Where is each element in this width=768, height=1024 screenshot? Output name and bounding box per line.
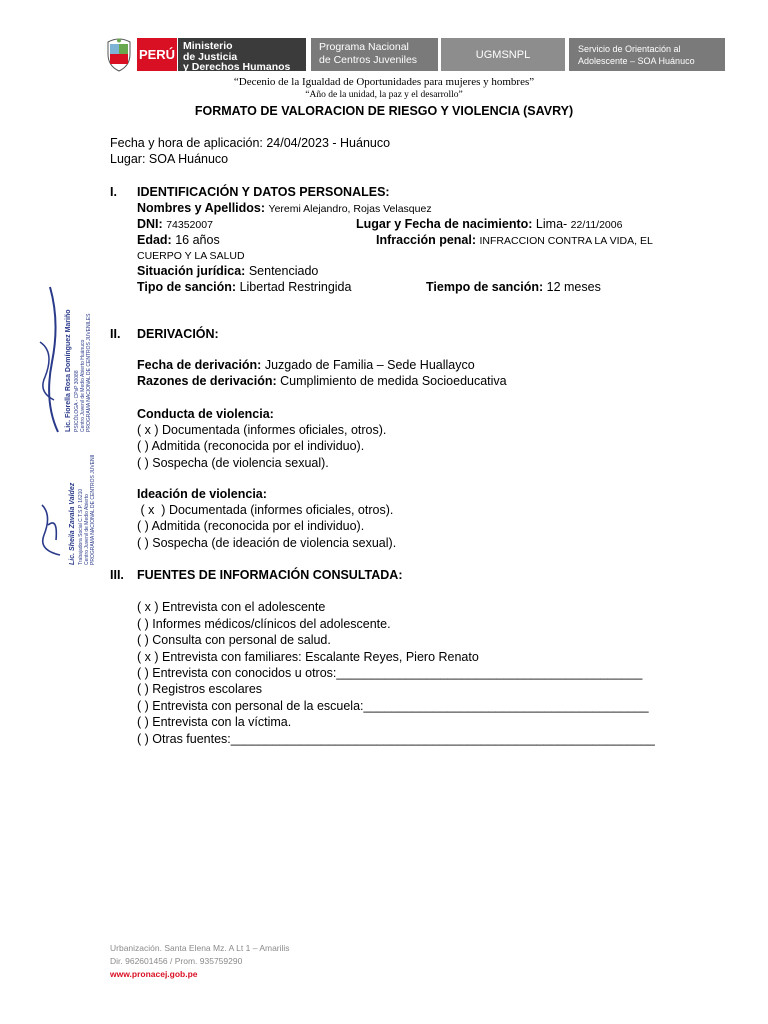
application-place: Lugar: SOA Huánuco [110,152,229,166]
section-1-heading: IDENTIFICACIÓN Y DATOS PERSONALES: [137,185,390,199]
ministry-line-2: de Justicia [183,50,238,63]
program-line-1: Programa Nacional [319,41,409,53]
referral-date-label: Fecha de derivación: [137,358,262,372]
dni-value: 74352007 [166,219,213,231]
birth-date: 22/11/2006 [570,219,623,231]
legal-status-row [137,263,318,279]
sanction-time-label: Tiempo de sanción: [426,280,544,294]
section-2-number: II. [110,327,121,341]
source-item: ( x ) Entrevista con el adolescente [137,600,326,614]
conduct-heading: Conducta de violencia: [137,407,274,421]
source-item: ( ) Entrevista con personal de la escuela:_________________________________________ [137,699,649,713]
sanction-time-value: 12 meses [546,280,601,294]
service-banner [569,38,725,71]
program-line-2: de Centros Juveniles [319,54,418,66]
ideation-option-suspected: ( ) Sospecha (de ideación de violencia sexual). [137,536,397,550]
svg-text:PROGRAMA NACIONAL DE CENTROS J: PROGRAMA NACIONAL DE CENTROS JUVENILES [90,455,96,565]
sanction-time-row [426,279,601,295]
source-item: ( ) Informes médicos/clínicos del adolescente. [137,617,391,631]
conduct-option-suspected: ( ) Sospecha (de violencia sexual). [137,456,329,470]
referral-reasons-row [137,373,507,389]
footer-website-link[interactable]: www.pronacej.gob.pe [110,969,198,979]
conduct-option-admitted: ( ) Admitida (reconocida por el individuo). [137,439,365,453]
sanction-label: Tipo de sanción: [137,280,237,294]
ideation-option-documented: ( x ) Documentada (informes oficiales, otros). [137,503,394,517]
dni-label: DNI: [137,217,163,231]
referral-reasons-label: Razones de derivación: [137,374,277,388]
source-item: ( ) Consulta con personal de salud. [137,633,331,647]
year-quote: “Año de la unidad, la paz y el desarrollo” [305,90,463,100]
decade-quote: “Decenio de la Igualdad de Oportunidades para mujeres y hombres” [233,76,535,88]
offense-label: Infracción penal: [376,233,477,247]
footer-address: Urbanización. Santa Elena Mz. A Lt 1 – Amarilis [110,943,290,953]
psychologist-signature-stamp [30,282,100,442]
conduct-option-documented: ( x ) Documentada (informes oficiales, otros). [137,423,387,437]
svg-text:Lic. Fiorella Rosa Domínguez M: Lic. Fiorella Rosa Domínguez Mariño [65,309,72,432]
unit-banner: UGMSNPL [441,38,565,71]
sanction-value: Libertad Restringida [239,280,352,294]
ministry-line-1: Ministerio [183,40,233,52]
legal-status-value: Sentenciado [248,264,319,278]
age-label: Edad: [137,233,172,247]
source-item: ( x ) Entrevista con familiares: Escalante Reyes, Piero Renato [137,650,479,664]
svg-text:PROGRAMA NACIONAL DE CENTROS J: PROGRAMA NACIONAL DE CENTROS JUVENILES [86,313,92,432]
ideation-option-admitted: ( ) Admitida (reconocida por el individuo). [137,519,365,533]
offense-value-1: INFRACCION CONTRA LA VIDA, EL [479,235,653,247]
ministry-banner [178,38,306,71]
ideation-heading: Ideación de violencia: [137,487,267,501]
name-label: Nombres y Apellidos: [137,201,266,215]
offense-value-2: CUERPO Y LA SALUD [137,250,245,262]
program-banner [311,38,438,71]
referral-reasons-value: Cumplimiento de medida Socioeducativa [280,374,507,388]
legal-status-label: Situación jurídica: [137,264,246,278]
source-item: ( ) Entrevista con conocidos u otros:____________________________________________ [137,666,643,680]
birth-row [356,216,622,233]
service-line-1: Servicio de Orientación al [578,44,681,54]
application-date: Fecha y hora de aplicación: 24/04/2023 - Huánuco [110,136,391,150]
sanction-row [137,279,351,295]
dni-row [137,216,213,233]
age-row [137,232,220,248]
peru-logo: PERÚ [137,38,177,71]
section-1-number: I. [110,185,117,199]
peru-coat-of-arms-icon [104,38,134,72]
service-line-2: Adolescente – SOA Huánuco [578,56,695,66]
birth-label: Lugar y Fecha de nacimiento: [356,217,533,231]
source-item: ( ) Otras fuentes:_____________________________________________________________ [137,732,655,746]
name-value: Yeremi Alejandro, Rojas Velasquez [268,203,432,215]
document-title: FORMATO DE VALORACION DE RIESGO Y VIOLENCIA (SAVRY) [194,104,574,118]
social-worker-signature-stamp [30,455,100,570]
svg-text:Lic. Sheila Zavala Valdez: Lic. Sheila Zavala Valdez [69,482,76,565]
referral-date-value: Juzgado de Familia – Sede Huallayco [264,358,475,372]
svg-text:Trabajadora Social C.T.S.P. 16: Trabajadora Social C.T.S.P. 16210 [78,488,84,565]
section-3-number: III. [110,568,124,582]
ministry-line-3: y Derechos Humanos [183,61,291,73]
section-2-heading: DERIVACIÓN: [137,327,219,341]
name-row [137,200,432,217]
footer-phones: Dir. 962601456 / Prom. 935759290 [110,956,243,966]
svg-text:Centro Juvenil de Medio Abiert: Centro Juvenil de Medio Abierto Huánuco [80,339,86,432]
age-value: 16 años [175,233,220,247]
offense-row [376,232,653,249]
section-3-heading: FUENTES DE INFORMACIÓN CONSULTADA: [137,568,403,582]
birth-place: Lima- [535,217,568,231]
referral-date-row [137,357,475,373]
source-item: ( ) Registros escolares [137,682,263,696]
svg-text:PSICÓLOGA - CPsP 30088: PSICÓLOGA - CPsP 30088 [74,370,80,432]
svg-text:Centro Juvenil de Medio Abiert: Centro Juvenil de Medio Abierto [84,494,90,565]
source-item: ( ) Entrevista con la víctima. [137,715,292,729]
